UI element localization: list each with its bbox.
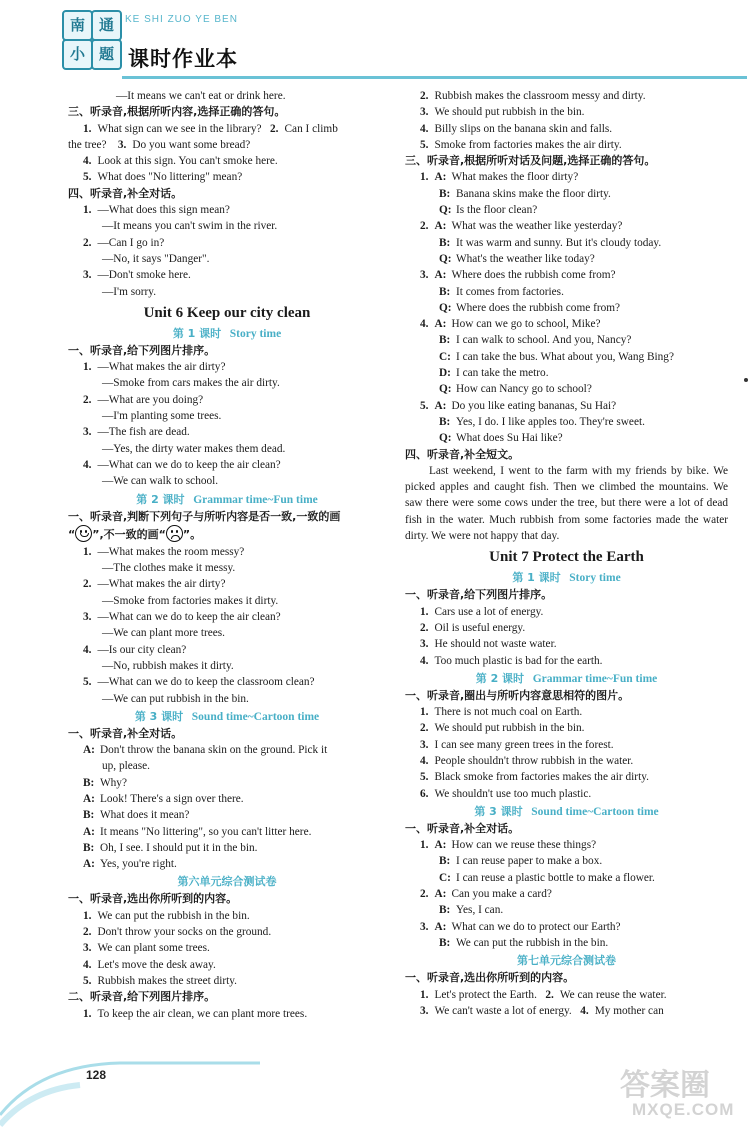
answer-line: 6. We shouldn't use too much plastic. (420, 787, 592, 800)
lesson-title: 第 1 课时 Story time (512, 571, 621, 585)
scan-mark (744, 378, 748, 382)
answer-line: 2. —What are you doing? (83, 393, 204, 406)
answer-line: 1. To keep the air clean, we can plant more trees. (83, 1007, 308, 1020)
answer-line: 3. —The fish are dead. (83, 426, 190, 439)
answer-line: —No, it says "Danger". (102, 252, 210, 265)
answer-line: —It means we can't eat or drink here. (116, 90, 286, 102)
logo-char: 南 (62, 10, 93, 41)
dialogue-line: 1. A: How can we reuse these things? (420, 839, 597, 852)
lesson-title: 第 1 课时 Story time (172, 326, 282, 340)
lesson-title: 第 2 课时 Grammar time~Fun time (136, 492, 318, 506)
answer-line: 5. What does "No littering" mean? (83, 171, 243, 184)
dialogue-line: Q: Is the floor clean? (439, 204, 538, 217)
book-title: 课时作业本 (128, 47, 238, 71)
lesson-title: 第 2 课时 Grammar time~Fun time (475, 671, 658, 685)
section-title: 一、听录音,补全对话。 (68, 726, 183, 740)
answer-line: 3. He should not waste water. (420, 638, 557, 651)
unit-title: Unit 6 Keep our city clean (143, 304, 311, 321)
dialogue-line: 1. A: What makes the floor dirty? (420, 171, 579, 184)
answer-line: 4. Look at this sign. You can't smoke here. (83, 155, 278, 168)
section-title: 二、听录音,给下列图片排序。 (68, 990, 216, 1004)
logo-char: 小 (62, 39, 93, 70)
passage-text: Last weekend, I went to the farm with my friends by bike. We picked apples and caught fish. Then we climbed the mountains. We saw there were some cows under the tree, but there were a lot of dead fish in the water. Much rubbish from some factories made the water dirty. We were not happy that day. (405, 464, 728, 543)
page-header (0, 0, 750, 86)
dialogue-line: A: Yes, you're right. (83, 858, 177, 871)
dialogue-line: 4. A: How can we go to school, Mike? (420, 318, 601, 331)
answer-line: —Smoke from factories makes it dirty. (102, 594, 279, 607)
answer-line: —Smoke from cars makes the air dirty. (102, 377, 280, 390)
answer-line: 2. Rubbish makes the classroom messy and dirty. (420, 90, 646, 102)
dialogue-line: B: Banana skins make the floor dirty. (439, 187, 611, 200)
answer-line: 3. We can plant some trees. (83, 942, 210, 955)
dialogue-line: up, please. (102, 760, 150, 773)
answer-line: 3. —What can we do to keep the air clean? (83, 611, 281, 624)
dialogue-line: D: I can take the metro. (439, 367, 549, 380)
dialogue-line: B: What does it mean? (83, 809, 190, 822)
test-title: 第六单元综合测试卷 (177, 875, 277, 889)
dialogue-line: 2. A: What was the weather like yesterday? (420, 220, 623, 233)
answer-line: 2. —Can I go in? (83, 236, 165, 249)
answer-line: 1. Let's protect the Earth. 2. We can reuse the water. (420, 988, 667, 1001)
section-title: 一、听录音,圈出与所听内容意思相符的图片。 (405, 688, 630, 702)
answer-line: —I'm planting some trees. (102, 410, 222, 423)
section-title: 一、听录音,给下列图片排序。 (68, 343, 216, 357)
dialogue-line: C: I can take the bus. What about you, Wang Bing? (439, 350, 674, 363)
answer-line: —It means you can't swim in the river. (102, 220, 278, 233)
answer-line: 1. Cars use a lot of energy. (420, 605, 544, 618)
test-title: 第七单元综合测试卷 (517, 954, 616, 968)
watermark-text: 答案圈 (620, 1068, 710, 1103)
series-logo (62, 10, 120, 70)
footer-wave-decoration (0, 1045, 260, 1130)
section-title: 四、听录音,补全对话。 (68, 186, 183, 200)
lesson-title: 第 3 课时 Sound time~Cartoon time (134, 709, 320, 723)
dialogue-line: B: Oh, I see. I should put it in the bin. (83, 841, 258, 854)
dialogue-line: B: I can reuse paper to make a box. (439, 855, 603, 868)
logo-char: 题 (91, 39, 122, 70)
dialogue-line: 5. A: Do you like eating bananas, Su Hai? (420, 399, 617, 412)
section-title: 三、听录音,根据所听内容,选择正确的答句。 (68, 105, 286, 119)
smiley-face-icon (75, 525, 92, 542)
answer-line: 5. Black smoke from factories makes the air dirty. (420, 771, 649, 784)
header-rule (122, 76, 747, 79)
answer-line: —We can plant more trees. (102, 627, 225, 640)
dialogue-line: 3. A: What can we do to protect our Earth? (420, 920, 621, 933)
right-column (405, 88, 728, 1019)
answer-line: 1. —What does this sign mean? (83, 204, 230, 217)
answer-line: —We can put rubbish in the bin. (102, 692, 249, 705)
answer-line: —We can walk to school. (102, 475, 219, 488)
dialogue-line: Q: What does Su Hai like? (439, 432, 563, 445)
dialogue-line: A: It means "No littering", so you can't litter here. (83, 825, 312, 838)
answer-line: 2. We should put rubbish in the bin. (420, 722, 585, 735)
answer-line: the tree? 3. Do you want some bread? (68, 138, 251, 151)
answer-line: 1. We can put the rubbish in the bin. (83, 909, 250, 922)
watermark-url: MXQE.COM (632, 1100, 735, 1119)
answer-line: 4. Billy slips on the banana skin and falls. (420, 122, 613, 135)
section-title: 一、听录音,选出你所听到的内容。 (405, 971, 575, 985)
dialogue-line: Q: What's the weather like today? (439, 252, 595, 265)
dialogue-line: 2. A: Can you make a card? (420, 888, 552, 901)
sad-face-icon (166, 525, 183, 542)
answer-line: 1. —What makes the room messy? (83, 545, 245, 558)
answer-line: 3. I can see many green trees in the forest. (420, 738, 614, 751)
answer-line: 3. —Don't smoke here. (83, 269, 191, 282)
dialogue-line: B: It was warm and sunny. But it's cloudy today. (439, 236, 662, 249)
left-column (68, 88, 386, 1022)
section-title: 一、听录音,判断下列句子与所听内容是否一致,一致的画 (68, 509, 341, 523)
answer-line: 2. —What makes the air dirty? (83, 578, 226, 591)
header-pinyin: KE SHI ZUO YE BEN (125, 14, 238, 25)
dialogue-line: 3. A: Where does the rubbish come from? (420, 269, 616, 282)
answer-line: 3. We should put rubbish in the bin. (420, 106, 585, 119)
answer-line: 2. Oil is useful energy. (420, 621, 526, 634)
dialogue-line: Q: Where does the rubbish come from? (439, 301, 621, 314)
dialogue-line: B: We can put the rubbish in the bin. (439, 936, 609, 949)
answer-line: 5. Rubbish makes the street dirty. (83, 974, 237, 987)
dialogue-line: B: Yes, I do. I like apples too. They're sweet. (439, 415, 645, 428)
dialogue-line: A: Look! There's a sign over there. (83, 792, 244, 805)
answer-line: —Yes, the dirty water makes them dead. (102, 442, 286, 455)
section-title: 三、听录音,根据所听对话及问题,选择正确的答句。 (405, 154, 656, 168)
answer-line: 4. Let's move the desk away. (83, 958, 216, 971)
lesson-title: 第 3 课时 Sound time~Cartoon time (474, 804, 659, 818)
logo-char: 通 (91, 10, 122, 41)
section-title: “ ”,不一致的画“ ”。 (68, 525, 386, 544)
answer-line: 4. —Is our city clean? (83, 643, 187, 656)
answer-line: 3. We can't waste a lot of energy. 4. My mother can (420, 1004, 664, 1017)
answer-line: 4. —What can we do to keep the air clean? (83, 458, 281, 471)
answer-line: 2. Don't throw your socks on the ground. (83, 926, 272, 939)
answer-line: —The clothes make it messy. (102, 562, 236, 575)
section-title: 一、听录音,补全对话。 (405, 821, 520, 835)
answer-line: —No, rubbish makes it dirty. (102, 659, 234, 672)
answer-line: 4. People shouldn't throw rubbish in the water. (420, 754, 634, 767)
watermark-logo (620, 1060, 738, 1125)
dialogue-line: B: Yes, I can. (439, 904, 504, 917)
answer-line: 1. There is not much coal on Earth. (420, 706, 583, 719)
dialogue-line: Q: How can Nancy go to school? (439, 383, 592, 396)
answer-line: 4. Too much plastic is bad for the earth. (420, 654, 603, 667)
answer-line: 5. —What can we do to keep the classroom clean? (83, 676, 315, 689)
dialogue-line: C: I can reuse a plastic bottle to make a flower. (439, 871, 655, 884)
section-title: 一、听录音,给下列图片排序。 (405, 588, 553, 602)
unit-title: Unit 7 Protect the Earth (489, 549, 644, 566)
page-number: 128 (86, 1068, 107, 1082)
section-title: 一、听录音,选出你所听到的内容。 (68, 892, 238, 906)
section-title: 四、听录音,补全短文。 (405, 447, 520, 461)
answer-line: 1. —What makes the air dirty? (83, 361, 226, 374)
answer-line: 5. Smoke from factories makes the air dirty. (420, 138, 622, 151)
answer-line: 1. What sign can we see in the library? 2. Can I climb (83, 122, 338, 135)
dialogue-line: B: It comes from factories. (439, 285, 564, 298)
dialogue-line: A: Don't throw the banana skin on the ground. Pick it (83, 744, 328, 757)
dialogue-line: B: I can walk to school. And you, Nancy? (439, 334, 632, 347)
dialogue-line: B: Why? (83, 776, 127, 789)
answer-line: —I'm sorry. (102, 285, 157, 298)
